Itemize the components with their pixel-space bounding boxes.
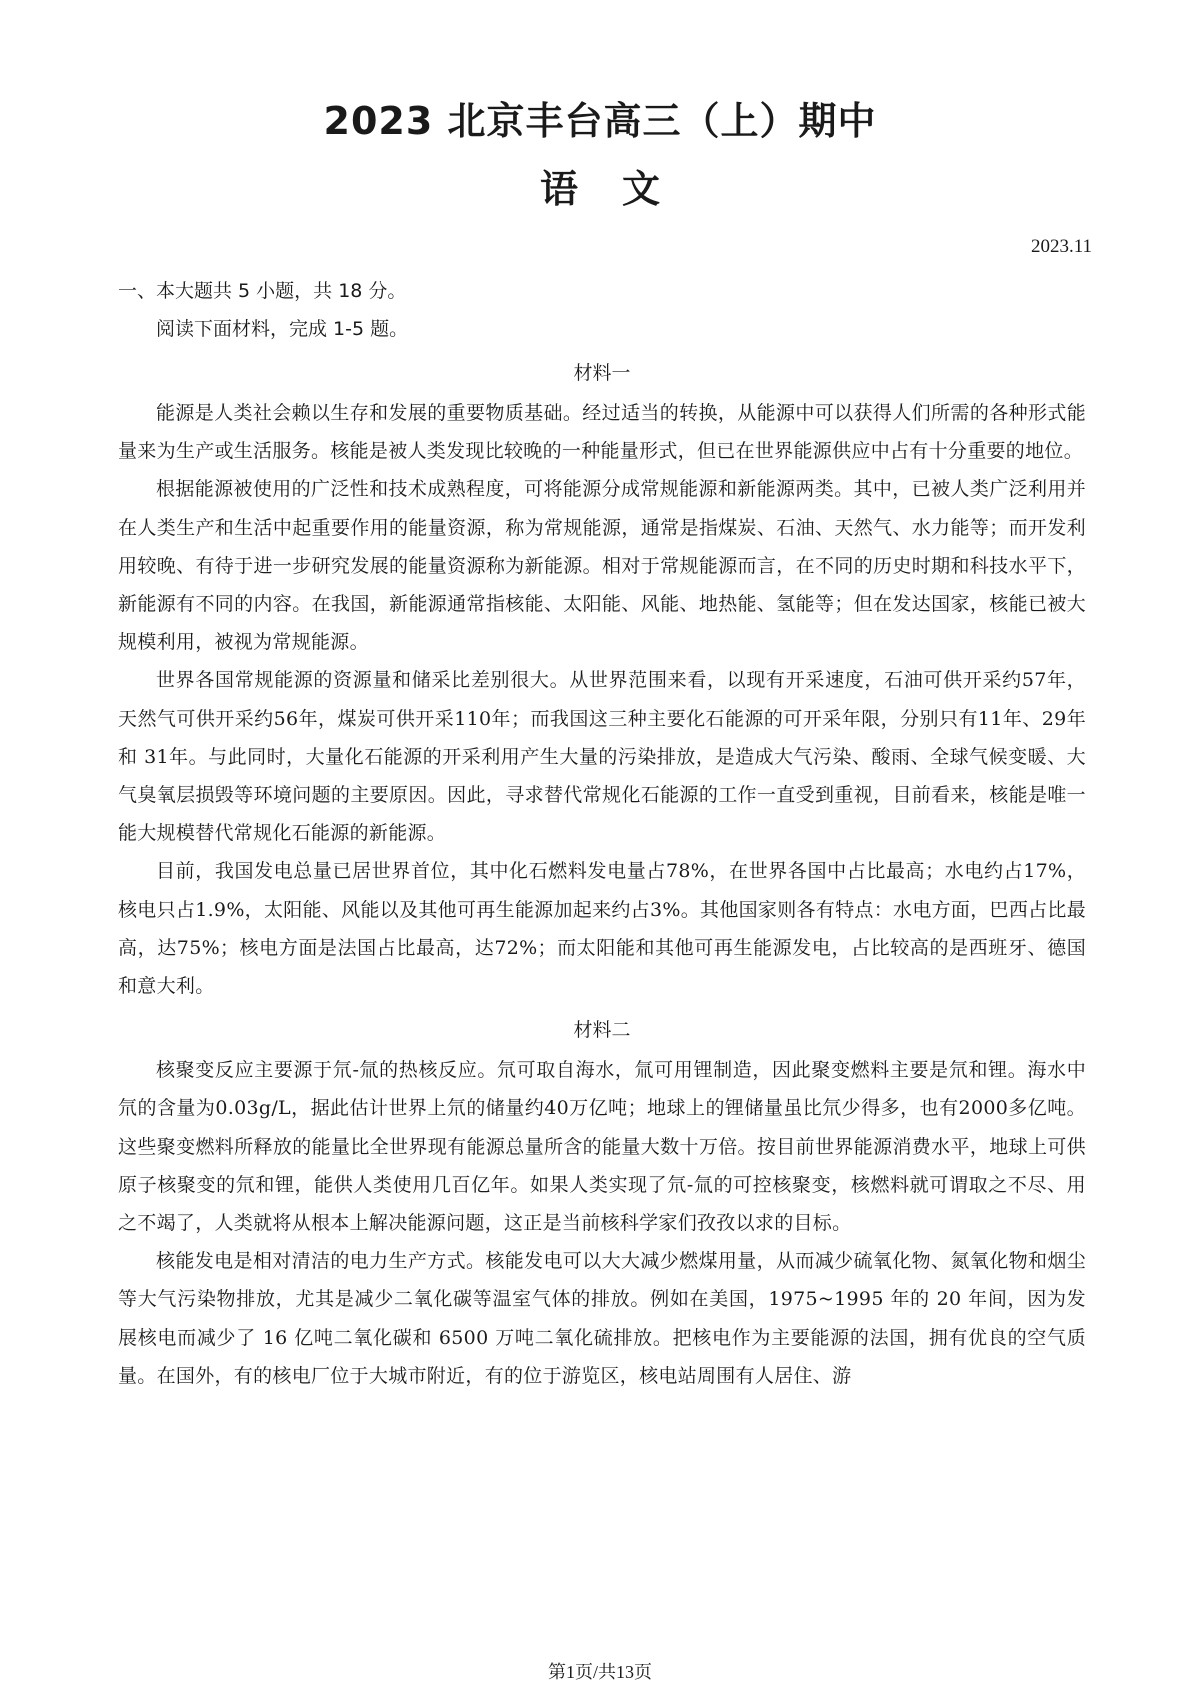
subject-title: 语文 — [539, 167, 704, 211]
material-paragraph: 世界各国常规能源的资源量和储采比差别很大。从世界范围来看，以现有开采速度，石油可供开采约57年，天然气可供开采约56年，煤炭可供开采110年；而我国这三种主要化石能源的可开采年限，分别只有11年、29年和 31年。与此同时，大量化石能源的开采利用产生大量的污染排放，是造成大气污染、酸雨、全球气候变暖、大气臭氧层损毁等环境问题的主要原因。因此，寻求替代常规化石能源的工作一直受到重视，目前看来，核能是唯一能大规模替代常规化石能源的新能源。 — [118, 669, 1086, 845]
material-title: 材料一 — [573, 362, 631, 384]
section-instruction: 阅读下面材料，完成 1-5 题。 — [156, 318, 409, 340]
exam-title: 2023 北京丰台高三（上）期中 — [323, 99, 877, 143]
material-title: 材料二 — [573, 1019, 631, 1042]
material-paragraph: 核能发电是相对清洁的电力生产方式。核能发电可以大大减少燃煤用量，从而减少硫氧化物、氮氧化物和烟尘等大气污染物排放，尤其是减少二氧化碳等温室气体的排放。例如在美国，1975~1995 年的 20 年间，因为发展核电而减少了 16 亿吨二氧化碳和 6500 万吨二氧化硫排放。把核电作为主要能源的法国，拥有优良的空气质量。在国外，有的核电厂位于大城市附近，有的位于游览区，核电站周围有人居住、游 — [118, 1250, 1086, 1387]
material-block — [118, 1011, 1086, 1395]
material-paragraph: 目前，我国发电总量已居世界首位，其中化石燃料发电量占78%，在世界各国中占比最高；水电约占17%，核电只占1.9%，太阳能、风能以及其他可再生能源加起来约占3%。其他国家则各有特点：水电方面，巴西占比最高，达75%；核电方面是法国占比最高，达72%；而太阳能和其他可再生能源发电，占比较高的是西班牙、德国和意大利。 — [118, 860, 1087, 998]
section-heading: 一、本大题共 5 小题，共 18 分。 — [118, 280, 407, 302]
material-paragraph: 根据能源被使用的广泛性和技术成熟程度，可将能源分成常规能源和新能源两类。其中，已被人类广泛利用并在人类生产和生活中起重要作用的能量资源，称为常规能源，通常是指煤炭、石油、天然气、水力能等；而开发利用较晚、有待于进一步研究发展的能量资源称为新能源。相对于常规能源而言，在不同的历史时期和科技水平下，新能源有不同的内容。在我国，新能源通常指核能、太阳能、风能、地热能、氢能等；但在发达国家，核能已被大规模利用，被视为常规能源。 — [118, 478, 1086, 654]
exam-content — [118, 272, 1086, 1395]
material-paragraph: 能源是人类社会赖以生存和发展的重要物质基础。经过适当的转换，从能源中可以获得人们所需的各种形式能量来为生产或生活服务。核能是被人类发现比较晚的一种能量形式，但已在世界能源供应中占有十分重要的地位。 — [118, 402, 1086, 463]
exam-date: 2023.11 — [1030, 236, 1092, 257]
page-number: 第1页/共13页 — [547, 1662, 652, 1682]
material-block — [118, 354, 1086, 1005]
material-paragraph: 核聚变反应主要源于氘-氚的热核反应。氘可取自海水，氚可用锂制造，因此聚变燃料主要是氘和锂。海水中氘的含量为0.03g/L，据此估计世界上氘的储量约40万亿吨；地球上的锂储量虽比氘少得多，也有2000多亿吨。这些聚变燃料所释放的能量比全世界现有能源总量所含的能量大数十万倍。按目前世界能源消费水平，地球上可供原子核聚变的氘和锂，能供人类使用几百亿年。如果人类实现了氘-氚的可控核聚变，核燃料就可谓取之不尽、用之不竭了，人类就将从根本上解决能源问题，这正是当前核科学家们孜孜以求的目标。 — [118, 1059, 1086, 1235]
